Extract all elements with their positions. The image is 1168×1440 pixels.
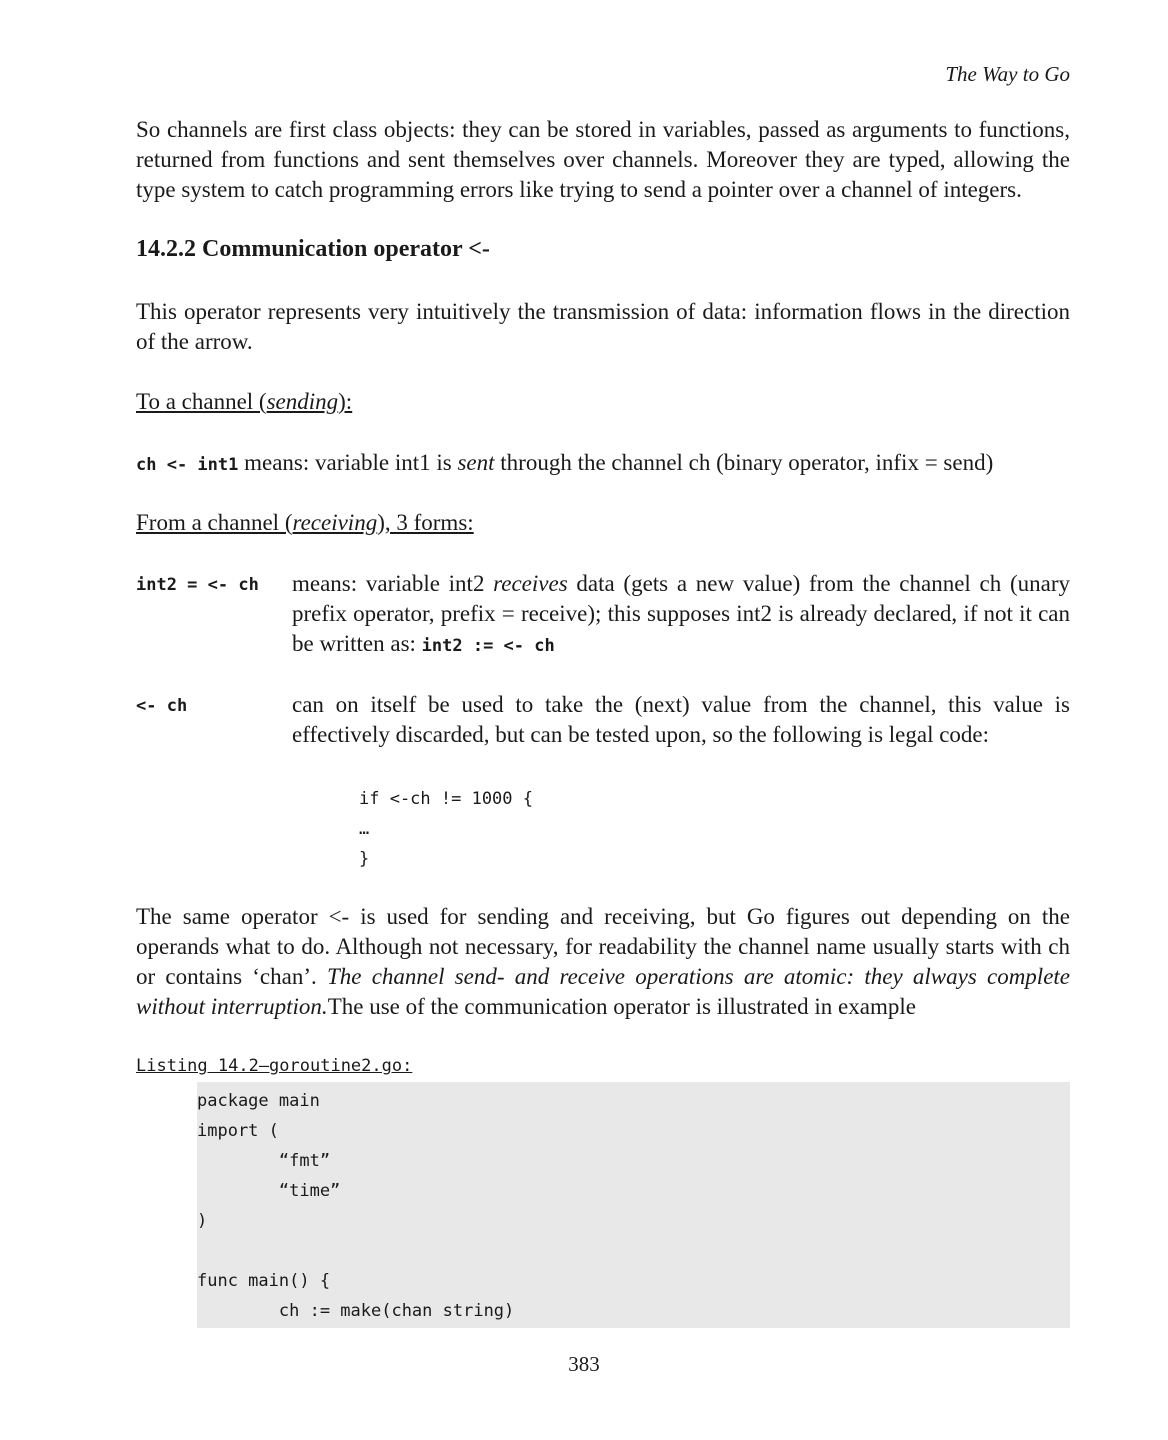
receive-form1-code: int2 := <- ch xyxy=(421,636,555,656)
receive-form2-term: <- ch xyxy=(136,696,188,716)
sending-definition: ch <- int1 means: variable int1 is sent through the channel ch (binary operator, infix = send) xyxy=(136,450,994,475)
page-number: 383 xyxy=(568,1352,600,1376)
sending-label: To a channel (sending): xyxy=(136,389,353,414)
receive-form1-definition: means: variable int2 receives data (gets a new value) from the channel ch (unary prefix operator, prefix = receive); this supposes int2 is already declared, if not it can be written as: int2 := <- ch xyxy=(292,571,1070,656)
intro-paragraph: So channels are first class objects: they can be stored in variables, passed as arguments to functions, returned from functions and sent themselves over channels. Moreover they are typed, allowing the type system to catch programming errors like trying to send a pointer over a channel of integers. xyxy=(136,117,1070,202)
operator-description: This operator represents very intuitively the transmission of data: information flows in the direction of the arrow. xyxy=(136,299,1070,354)
receive-form1-term: int2 = <- ch xyxy=(136,575,259,595)
legal-code-snippet: if <-ch != 1000 { … } xyxy=(359,789,533,869)
listing-caption: Listing 14.2—goroutine2.go: xyxy=(136,1056,413,1076)
listing-code-block: package main import ( “fmt” “time” ) func main() { ch := make(chan string) xyxy=(197,1082,1070,1328)
receive-form2-definition: can on itself be used to take the (next) value from the channel, this value is effectively discarded, but can be tested upon, so the following is legal code: xyxy=(292,692,1070,747)
receiving-label: From a channel (receiving), 3 forms: xyxy=(136,510,474,535)
closing-paragraph: The same operator <- is used for sending and receiving, but Go figures out depending on the operands what to do. Although not necessary, for readability the channel name usually starts with ch or contains ‘chan’. The channel send- and receive operations are atomic: they always complete without interruption.The use of the communication operator is illustrated in example xyxy=(136,904,1071,1019)
running-head: The Way to Go xyxy=(945,62,1070,86)
section-heading: 14.2.2 Communication operator <- xyxy=(136,236,490,262)
send-code: ch <- int1 xyxy=(136,455,239,475)
